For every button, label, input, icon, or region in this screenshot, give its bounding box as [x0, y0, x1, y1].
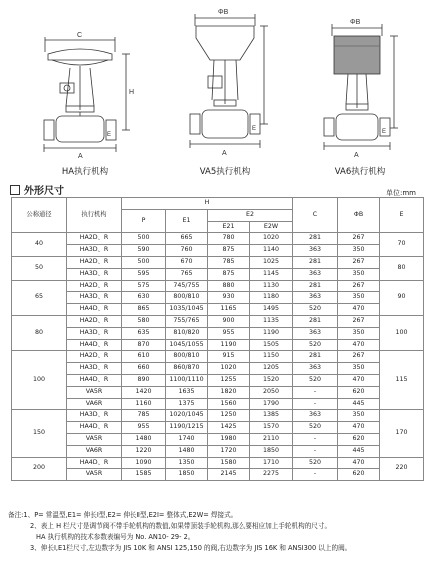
ha-dim-e-label: E: [107, 132, 112, 138]
table-cell: VA6R: [67, 445, 122, 457]
table-cell: 520: [293, 339, 338, 351]
e-value-cell: 115: [380, 351, 424, 410]
note-2-cont: HA 执行机构的技术参数表编号为 No. AN10- 29- 2。: [36, 533, 195, 541]
table-cell: -: [293, 386, 338, 398]
table-cell: 350: [338, 410, 380, 422]
table-cell: 1145: [250, 268, 293, 280]
table-cell: 267: [338, 233, 380, 245]
table-cell: HA4D、R: [67, 374, 122, 386]
table-cell: 363: [293, 327, 338, 339]
header-e21: E21: [208, 221, 250, 233]
table-cell: -: [293, 445, 338, 457]
va6-caption: VA6执行机构: [334, 167, 386, 177]
table-cell: 2145: [208, 469, 250, 481]
table-cell: 880: [208, 280, 250, 292]
table-cell: 865: [122, 304, 166, 316]
table-row: [12, 457, 424, 469]
table-cell: 1505: [250, 339, 293, 351]
table-cell: 520: [293, 422, 338, 434]
table-row: [12, 268, 424, 280]
notes: [8, 510, 430, 554]
table-cell: HA2D、R: [67, 233, 122, 245]
table-cell: HA3D、R: [67, 245, 122, 257]
table-cell: 470: [338, 339, 380, 351]
nominal-diameter-cell: 50: [12, 256, 67, 280]
table-cell: HA2D、R: [67, 256, 122, 268]
table-cell: 800/810: [166, 351, 208, 363]
table-cell: 267: [338, 256, 380, 268]
table-cell: 760: [166, 245, 208, 257]
header-h: H: [122, 198, 293, 210]
table-row: [12, 315, 424, 327]
table-cell: 1385: [250, 410, 293, 422]
table-cell: 620: [338, 386, 380, 398]
table-cell: HA4D、R: [67, 457, 122, 469]
table-row: [12, 386, 424, 398]
table-row: [12, 398, 424, 410]
ha-actuator-drawing: [30, 28, 140, 163]
header-e1: E1: [166, 209, 208, 233]
table-cell: 1130: [250, 280, 293, 292]
table-row: [12, 469, 424, 481]
table-cell: 1350: [166, 457, 208, 469]
va5-dim-phib-label: ΦB: [218, 9, 229, 16]
table-cell: 755/765: [166, 315, 208, 327]
table-cell: 2110: [250, 433, 293, 445]
va5-dim-a-label: A: [222, 150, 227, 157]
table-row: [12, 256, 424, 268]
table-cell: 800/810: [166, 292, 208, 304]
table-cell: 281: [293, 315, 338, 327]
table-row: [12, 304, 424, 316]
table-cell: 1495: [250, 304, 293, 316]
table-cell: 900: [208, 315, 250, 327]
table-cell: 635: [122, 327, 166, 339]
table-cell: 267: [338, 315, 380, 327]
table-cell: 520: [293, 374, 338, 386]
table-row: [12, 339, 424, 351]
table-cell: 1850: [250, 445, 293, 457]
table-cell: 1090: [122, 457, 166, 469]
dimension-table-body: [12, 233, 424, 481]
table-cell: 1190: [208, 339, 250, 351]
table-cell: 780: [208, 233, 250, 245]
table-cell: 1480: [166, 445, 208, 457]
table-cell: 281: [293, 351, 338, 363]
nominal-diameter-cell: 100: [12, 351, 67, 410]
table-cell: 1180: [250, 292, 293, 304]
table-cell: 1570: [250, 422, 293, 434]
header-c: C: [293, 198, 338, 233]
table-cell: 1100/1110: [166, 374, 208, 386]
table-cell: 1160: [122, 398, 166, 410]
table-cell: 610: [122, 351, 166, 363]
table-cell: HA2D、R: [67, 315, 122, 327]
table-cell: 870: [122, 339, 166, 351]
table-cell: 445: [338, 398, 380, 410]
table-cell: 470: [338, 304, 380, 316]
table-cell: 1150: [250, 351, 293, 363]
table-cell: 350: [338, 363, 380, 375]
table-cell: 1020: [208, 363, 250, 375]
table-cell: 1790: [250, 398, 293, 410]
table-cell: 580: [122, 315, 166, 327]
va6-dim-a-label: A: [354, 152, 359, 159]
table-cell: 765: [166, 268, 208, 280]
table-cell: 2050: [250, 386, 293, 398]
header-e: E: [380, 198, 424, 233]
table-cell: HA3D、R: [67, 410, 122, 422]
note-3: 3、伸长Ⅰ,E1栏尺寸,左边数字为 JIS 10K 和 ANSI 125,150 的阀,右边数字为 JIS 16K 和 ANSI300 以上的阀。: [30, 544, 352, 552]
table-cell: 665: [166, 233, 208, 245]
table-cell: VA6R: [67, 398, 122, 410]
table-cell: 670: [166, 256, 208, 268]
table-cell: 445: [338, 445, 380, 457]
table-row: [12, 292, 424, 304]
table-cell: 1255: [208, 374, 250, 386]
table-cell: 1585: [122, 469, 166, 481]
table-row: [12, 422, 424, 434]
va5-caption: VA5执行机构: [199, 167, 251, 177]
e-value-cell: 170: [380, 410, 424, 457]
va5-actuator-drawing: [180, 4, 270, 162]
table-row: [12, 410, 424, 422]
unit-label: 单位:mm: [386, 189, 416, 197]
dimension-table: [11, 197, 424, 481]
table-cell: 1250: [208, 410, 250, 422]
table-cell: HA4D、R: [67, 422, 122, 434]
header-nominal-diameter: 公称通径: [12, 198, 67, 233]
table-cell: 1375: [166, 398, 208, 410]
table-cell: 620: [338, 469, 380, 481]
table-cell: 575: [122, 280, 166, 292]
header-p: P: [122, 209, 166, 233]
table-cell: 660: [122, 363, 166, 375]
table-cell: 363: [293, 410, 338, 422]
table-cell: 520: [293, 457, 338, 469]
table-cell: 875: [208, 245, 250, 257]
table-cell: 1720: [208, 445, 250, 457]
table-cell: HA3D、R: [67, 292, 122, 304]
table-cell: 363: [293, 268, 338, 280]
table-cell: 520: [293, 304, 338, 316]
e-value-cell: 70: [380, 233, 424, 257]
table-cell: 810/820: [166, 327, 208, 339]
table-cell: 470: [338, 422, 380, 434]
table-row: [12, 233, 424, 245]
table-cell: 281: [293, 233, 338, 245]
table-row: [12, 433, 424, 445]
table-row: [12, 245, 424, 257]
table-cell: HA3D、R: [67, 268, 122, 280]
note-1: 备注:1、P= 常温型,E1= 伸长Ⅰ型,E2= 伸长Ⅱ型,E2Ⅰ= 整体式,E2W= 焊接式。: [8, 511, 238, 519]
table-cell: 350: [338, 327, 380, 339]
table-cell: 955: [208, 327, 250, 339]
table-cell: 1980: [208, 433, 250, 445]
table-cell: 1520: [250, 374, 293, 386]
header-actuator: 执行机构: [67, 198, 122, 233]
table-cell: 470: [338, 457, 380, 469]
header-phib: ΦB: [338, 198, 380, 233]
table-cell: 785: [122, 410, 166, 422]
e-value-cell: 80: [380, 256, 424, 280]
table-cell: HA4D、R: [67, 339, 122, 351]
table-cell: HA4D、R: [67, 304, 122, 316]
table-cell: VA5R: [67, 433, 122, 445]
table-cell: 350: [338, 245, 380, 257]
table-row: [12, 445, 424, 457]
nominal-diameter-cell: 200: [12, 457, 67, 481]
table-cell: HA2D、R: [67, 351, 122, 363]
table-cell: 1220: [122, 445, 166, 457]
section-header: [10, 182, 64, 197]
table-cell: 1020: [250, 233, 293, 245]
table-cell: 1480: [122, 433, 166, 445]
va6-dim-phib-label: ΦB: [350, 19, 361, 26]
table-row: [12, 351, 424, 363]
table-cell: 363: [293, 245, 338, 257]
table-cell: HA3D、R: [67, 363, 122, 375]
table-cell: 1140: [250, 245, 293, 257]
section-title: 外形尺寸: [24, 186, 64, 197]
nominal-diameter-cell: 65: [12, 280, 67, 315]
table-cell: 1850: [166, 469, 208, 481]
table-cell: 875: [208, 268, 250, 280]
table-cell: 500: [122, 233, 166, 245]
table-cell: 1740: [166, 433, 208, 445]
table-cell: 363: [293, 363, 338, 375]
table-cell: 785: [208, 256, 250, 268]
table-cell: 930: [208, 292, 250, 304]
table-cell: 1710: [250, 457, 293, 469]
table-cell: VA5R: [67, 469, 122, 481]
table-cell: 1190: [250, 327, 293, 339]
table-cell: VA5R: [67, 386, 122, 398]
table-cell: 590: [122, 245, 166, 257]
va6-dim-e-label: E: [382, 129, 387, 135]
ha-dim-c-label: C: [77, 32, 83, 39]
svg-text:H: H: [129, 89, 135, 96]
note-2: 2、表上 H 栏尺寸是调节阀不带手轮机构的数值,如果带顶装手轮机构,那么要相应加上手轮机构的尺寸。: [30, 522, 332, 530]
table-cell: 350: [338, 268, 380, 280]
va5-dim-e-label: E: [252, 126, 257, 132]
table-cell: 1135: [250, 315, 293, 327]
table-cell: 1035/1045: [166, 304, 208, 316]
table-cell: -: [293, 469, 338, 481]
table-cell: 595: [122, 268, 166, 280]
table-row: [12, 280, 424, 292]
table-cell: 620: [338, 433, 380, 445]
e-value-cell: 90: [380, 280, 424, 315]
table-cell: 281: [293, 280, 338, 292]
table-cell: 860/870: [166, 363, 208, 375]
table-row: [12, 327, 424, 339]
table-cell: HA2D、R: [67, 280, 122, 292]
table-cell: 1045/1055: [166, 339, 208, 351]
table-cell: 745/755: [166, 280, 208, 292]
e-value-cell: 220: [380, 457, 424, 481]
table-cell: 350: [338, 292, 380, 304]
va6-actuator-drawing: [320, 16, 400, 162]
table-cell: 1020/1045: [166, 410, 208, 422]
ha-dim-a-label: A: [78, 153, 83, 160]
table-cell: 1165: [208, 304, 250, 316]
table-cell: -: [293, 398, 338, 410]
table-cell: 1190/1215: [166, 422, 208, 434]
nominal-diameter-cell: 40: [12, 233, 67, 257]
table-cell: 1425: [208, 422, 250, 434]
table-cell: 267: [338, 351, 380, 363]
table-cell: 267: [338, 280, 380, 292]
table-cell: 281: [293, 256, 338, 268]
nominal-diameter-cell: 150: [12, 410, 67, 457]
nominal-diameter-cell: 80: [12, 315, 67, 350]
e-value-cell: 100: [380, 315, 424, 350]
checkbox-square-icon: [10, 185, 20, 195]
table-cell: 1205: [250, 363, 293, 375]
table-cell: 1560: [208, 398, 250, 410]
table-cell: 1420: [122, 386, 166, 398]
table-row: [12, 363, 424, 375]
table-cell: 1820: [208, 386, 250, 398]
table-cell: 915: [208, 351, 250, 363]
table-cell: 363: [293, 292, 338, 304]
table-cell: 1580: [208, 457, 250, 469]
table-cell: 2275: [250, 469, 293, 481]
table-cell: HA3D、R: [67, 327, 122, 339]
table-cell: 1025: [250, 256, 293, 268]
header-e2w: E2W: [250, 221, 293, 233]
table-cell: 1635: [166, 386, 208, 398]
ha-caption: HA执行机构: [61, 167, 109, 177]
table-row: [12, 374, 424, 386]
table-cell: 470: [338, 374, 380, 386]
table-cell: 955: [122, 422, 166, 434]
table-cell: 890: [122, 374, 166, 386]
table-cell: 500: [122, 256, 166, 268]
table-cell: 630: [122, 292, 166, 304]
header-e2: E2: [208, 209, 293, 221]
table-cell: -: [293, 433, 338, 445]
